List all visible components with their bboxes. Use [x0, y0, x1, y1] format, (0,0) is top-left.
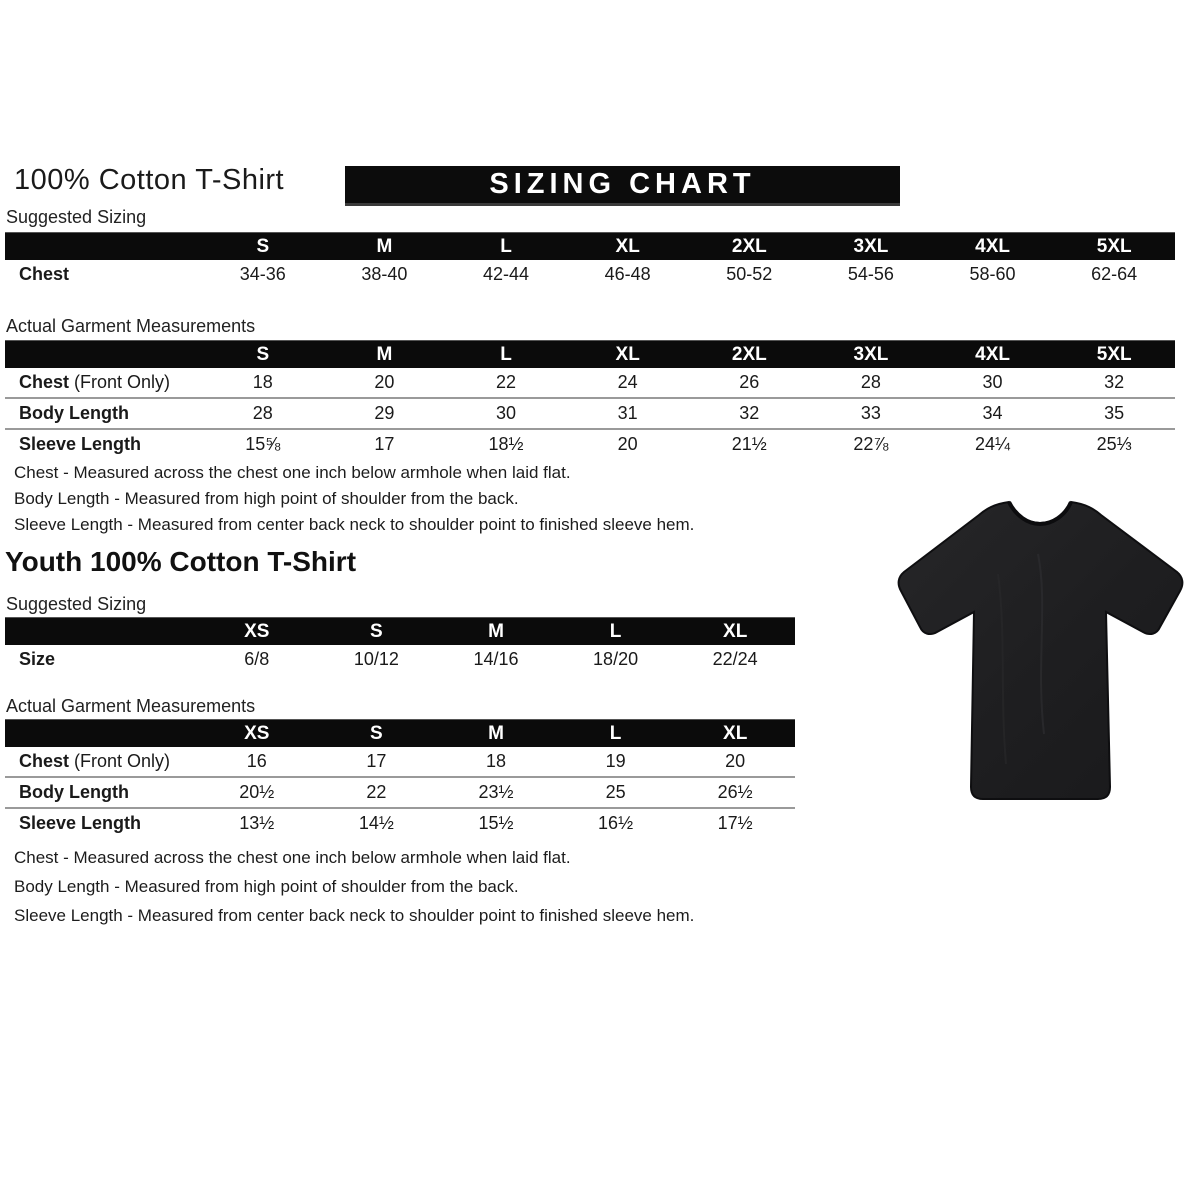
size-column-header: 4XL: [975, 235, 1010, 257]
adult-suggested-sizing-table: [5, 232, 1175, 289]
value-cell: 10/12: [353, 649, 399, 669]
value-cell: 62-64: [1091, 264, 1138, 284]
row-label: [5, 782, 197, 803]
table-row: [5, 260, 1175, 289]
value-cell: 38-40: [361, 264, 408, 284]
value-cell: 15⅝: [245, 434, 281, 454]
row-label-note: (Front Only): [69, 372, 171, 392]
value-cell: 32: [1104, 372, 1125, 392]
size-column-header: XL: [615, 343, 640, 365]
row-label: [5, 403, 202, 424]
size-column-header: 2XL: [731, 343, 767, 365]
value-cell: 22/24: [712, 649, 758, 669]
value-cell: 54-56: [847, 264, 894, 284]
value-cell: 26½: [717, 782, 753, 802]
adult-note-sleeve-length: Sleeve Length - Measured from center back neck to shoulder point to finished sleeve hem.: [14, 515, 695, 534]
value-cell: 20: [374, 372, 395, 392]
size-column-header: XS: [244, 722, 270, 744]
value-cell: 50-52: [726, 264, 773, 284]
row-label-text: Chest: [19, 264, 70, 284]
value-cell: 17½: [717, 813, 753, 833]
youth-note-chest: Chest - Measured across the chest one inch below armhole when laid flat.: [14, 848, 571, 867]
value-cell: 24¼: [975, 434, 1011, 454]
size-column-header: XL: [723, 620, 748, 642]
youth-note-body-length: Body Length - Measured from high point of shoulder from the back.: [14, 877, 519, 896]
row-label-note: (Front Only): [69, 751, 171, 771]
value-cell: 24: [617, 372, 638, 392]
youth-measurements-table: [5, 719, 795, 838]
size-column-header: 2XL: [731, 235, 767, 257]
size-column-header: 3XL: [853, 235, 889, 257]
size-column-header: 5XL: [1096, 235, 1132, 257]
value-cell: 28: [252, 403, 273, 423]
size-column-header: L: [609, 620, 622, 642]
value-cell: 17: [374, 434, 395, 454]
value-cell: 18: [252, 372, 273, 392]
youth-suggested-sizing-table: [5, 617, 795, 674]
value-cell: 18½: [488, 434, 524, 454]
adult-note-body-length: Body Length - Measured from high point of shoulder from the back.: [14, 489, 519, 508]
youth-note-sleeve-length: Sleeve Length - Measured from center back neck to shoulder point to finished sleeve hem.: [14, 906, 695, 925]
row-label: [5, 813, 197, 834]
table-header-row: [5, 340, 1175, 368]
value-cell: 21½: [731, 434, 767, 454]
value-cell: 46-48: [604, 264, 651, 284]
row-label: [5, 434, 202, 455]
value-cell: 22: [366, 782, 387, 802]
size-column-header: 3XL: [853, 343, 889, 365]
value-cell: 58-60: [969, 264, 1016, 284]
value-cell: 18: [485, 751, 506, 771]
table-row: [5, 807, 795, 838]
youth-suggested-sizing-label: Suggested Sizing: [6, 594, 147, 614]
size-column-header: 5XL: [1096, 343, 1132, 365]
value-cell: 20: [725, 751, 746, 771]
value-cell: 31: [617, 403, 638, 423]
table-row: [5, 747, 795, 776]
size-column-header: M: [376, 235, 393, 257]
value-cell: 28: [860, 372, 881, 392]
adult-measurements-label: Actual Garment Measurements: [6, 316, 256, 336]
row-label: [5, 372, 202, 393]
value-cell: 19: [605, 751, 626, 771]
value-cell: 33: [860, 403, 881, 423]
value-cell: 25⅓: [1096, 434, 1132, 454]
value-cell: 26: [739, 372, 760, 392]
table-header-row: [5, 719, 795, 747]
value-cell: 25: [605, 782, 626, 802]
value-cell: 22: [496, 372, 517, 392]
size-column-header: S: [370, 620, 383, 642]
row-label-text: Body Length: [19, 403, 129, 423]
value-cell: 14½: [358, 813, 394, 833]
row-label-text: Body Length: [19, 782, 129, 802]
size-column-header: L: [500, 343, 512, 365]
size-column-header: S: [370, 722, 383, 744]
youth-measurements-label: Actual Garment Measurements: [6, 696, 256, 716]
size-column-header: XS: [244, 620, 270, 642]
size-column-header: 4XL: [975, 343, 1010, 365]
value-cell: 16: [246, 751, 267, 771]
row-label-text: Size: [19, 649, 56, 669]
tshirt-product-image: [888, 484, 1194, 814]
size-column-header: S: [256, 235, 270, 257]
size-column-header: XL: [615, 235, 640, 257]
value-cell: 16½: [598, 813, 634, 833]
size-column-header: L: [500, 235, 512, 257]
tshirt-illustration: [888, 484, 1194, 814]
value-cell: 20½: [239, 782, 275, 802]
youth-measurement-notes: [14, 843, 694, 930]
value-cell: 32: [739, 403, 760, 423]
adult-note-chest: Chest - Measured across the chest one inch below armhole when laid flat.: [14, 463, 571, 482]
adult-suggested-sizing-label: Suggested Sizing: [6, 207, 147, 227]
row-label-text: Sleeve Length: [19, 434, 142, 454]
value-cell: 29: [374, 403, 395, 423]
size-column-header: S: [256, 343, 270, 365]
value-cell: 13½: [239, 813, 275, 833]
table-row: [5, 428, 1175, 459]
adult-measurement-notes: [14, 460, 694, 538]
value-cell: 22⅞: [853, 434, 889, 454]
page-title: 100% Cotton T-Shirt: [14, 164, 285, 196]
size-column-header: M: [376, 343, 393, 365]
row-label-text: Chest: [19, 372, 70, 392]
value-cell: 30: [982, 372, 1003, 392]
row-label: [5, 649, 197, 670]
row-label: [5, 264, 202, 285]
value-cell: 42-44: [483, 264, 530, 284]
size-column-header: XL: [723, 722, 748, 744]
value-cell: 30: [496, 403, 517, 423]
value-cell: 34-36: [239, 264, 286, 284]
adult-measurements-table: [5, 340, 1175, 459]
value-cell: 34: [982, 403, 1003, 423]
value-cell: 20: [617, 434, 638, 454]
row-label-text: Chest: [19, 751, 70, 771]
table-row: [5, 397, 1175, 428]
value-cell: 35: [1104, 403, 1125, 423]
table-row: [5, 776, 795, 807]
sizing-chart-banner-text: SIZING CHART: [489, 168, 756, 200]
sizing-chart-banner: [345, 166, 900, 206]
table-row: [5, 368, 1175, 397]
row-label: [5, 751, 197, 772]
table-row: [5, 645, 795, 674]
size-column-header: M: [488, 722, 504, 744]
value-cell: 14/16: [473, 649, 519, 669]
youth-page-title: Youth 100% Cotton T-Shirt: [5, 546, 357, 577]
size-column-header: M: [488, 620, 504, 642]
row-label-text: Sleeve Length: [19, 813, 142, 833]
value-cell: 18/20: [593, 649, 639, 669]
value-cell: 15½: [478, 813, 514, 833]
table-header-row: [5, 232, 1175, 260]
value-cell: 17: [366, 751, 387, 771]
table-header-row: [5, 617, 795, 645]
value-cell: 23½: [478, 782, 514, 802]
size-column-header: L: [609, 722, 622, 744]
value-cell: 6/8: [244, 649, 270, 669]
